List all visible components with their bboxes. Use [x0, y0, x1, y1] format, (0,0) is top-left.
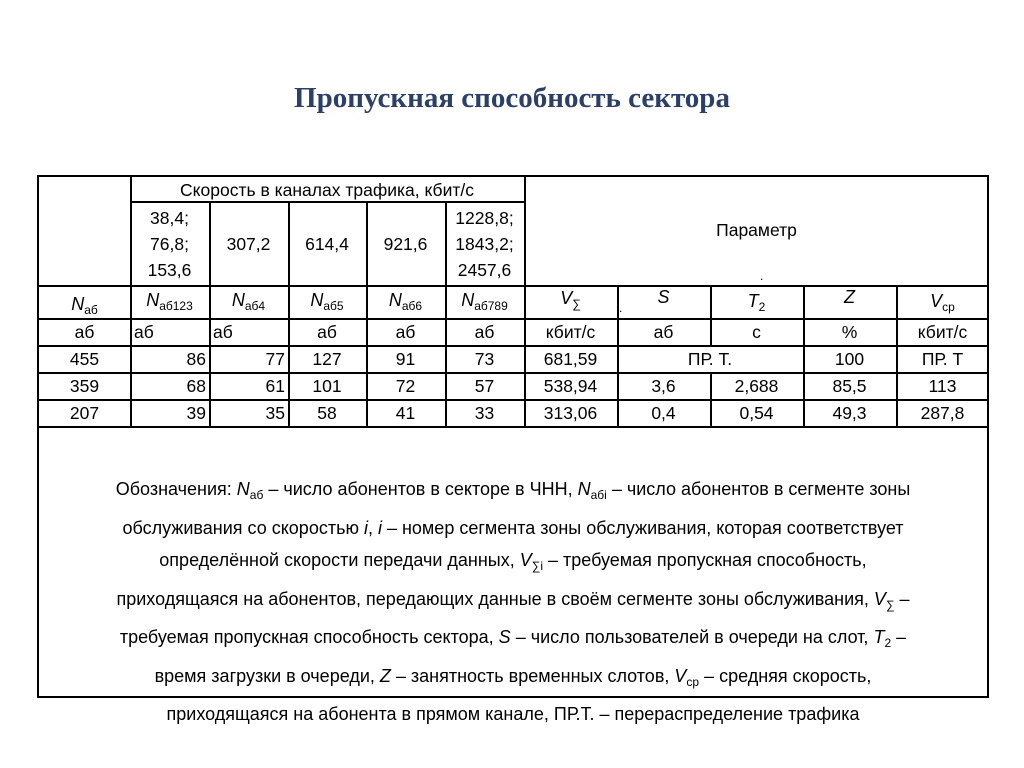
unit-cell: аб: [74, 322, 95, 342]
grid-line: [39, 426, 989, 428]
grid-line: [39, 372, 989, 374]
speed-value: 307,2: [226, 234, 271, 254]
table-cell: 86: [186, 349, 206, 369]
symbol-s: S: [657, 287, 670, 307]
symbol-n-ab789: $N_{аб789}$: [461, 290, 508, 313]
table-cell: 3,6: [651, 376, 676, 396]
speed-value: 1228,8;: [455, 208, 514, 228]
table-cell: 113: [928, 376, 957, 396]
table-cell: 49,3: [832, 403, 867, 423]
page-title: Пропускная способность сектора: [294, 82, 730, 114]
speed-value: 76,8;: [150, 234, 189, 254]
table-cell: 0,4: [651, 403, 676, 423]
table-cell: ПР. Т: [921, 349, 964, 369]
symbol-t2: $T_2$: [747, 291, 766, 314]
speed-value: 38,4;: [150, 208, 189, 228]
table-cell: 41: [395, 403, 416, 423]
unit-cell: аб: [474, 322, 495, 342]
note-line: время загрузки в очереди, Z – занятность временных слотов, $V_{ср}$ – средняя скорость,: [154, 665, 872, 689]
table-cell: 77: [265, 349, 285, 369]
grid-line: [39, 318, 989, 320]
symbol-v-cp: $V_{ср}$: [930, 291, 955, 314]
table-cell: 85,5: [832, 376, 867, 396]
speed-value: 2457,6: [457, 260, 512, 280]
symbol-n-ab123: $N_{аб123}$: [146, 290, 193, 313]
table-cell: 100: [834, 349, 865, 369]
unit-cell: аб: [653, 322, 674, 342]
grid-line: [39, 345, 989, 347]
table-cell: 33: [474, 403, 495, 423]
table-cell: 359: [69, 376, 100, 396]
unit-cell: кбит/с: [917, 322, 968, 342]
table-cell: 681,59: [543, 349, 598, 369]
note-line: обслуживания со скоростью i, i – номер сегмента зоны обслуживания, которая соответствует: [122, 517, 904, 538]
parameter-header: Параметр: [716, 220, 797, 240]
table-cell: 57: [474, 376, 495, 396]
table-cell: 538,94: [543, 376, 598, 396]
unit-cell: %: [841, 322, 858, 342]
table-cell: 91: [395, 349, 416, 369]
unit-cell: аб: [134, 322, 154, 342]
table-cell: 68: [186, 376, 206, 396]
table-cell: 101: [312, 376, 342, 396]
table-cell: 455: [69, 349, 100, 369]
grid-line: [39, 399, 989, 401]
table-cell: 61: [265, 376, 285, 396]
table-cell: 0,54: [739, 403, 774, 423]
symbol-n-ab: $N_{аб}$: [71, 294, 98, 317]
table-cell: 58: [317, 403, 337, 423]
symbol-v-sigma: $V_\sum$: [560, 288, 581, 311]
table-cell-merged: ПР. Т.: [687, 349, 733, 369]
table-cell: 39: [186, 403, 206, 423]
table-cell: 313,06: [543, 403, 598, 423]
speed-value: 1843,2;: [455, 234, 514, 254]
note-line: Обозначения: $N_{аб}$ – число абонентов в секторе в ЧНН, $N_{абi}$ – число абонентов в сегменте зоны: [115, 479, 911, 502]
legend-notes: [39, 473, 987, 731]
unit-cell: аб: [395, 322, 416, 342]
note-line: приходящаяся на абонентов, передающих данные в своём сегменте зоны обслуживания, $V_\sum$ –: [116, 588, 910, 612]
table-cell: 35: [265, 403, 285, 423]
unit-cell: кбит/с: [545, 322, 596, 342]
symbol-n-ab5: $N_{аб5}$: [310, 290, 344, 313]
grid-line: [130, 201, 524, 203]
note-line: приходящаяся на абонента в прямом канале, ПР.Т. – перераспределение трафика: [166, 704, 860, 724]
table-cell: 73: [474, 349, 495, 369]
table-cell: 72: [395, 376, 416, 396]
symbol-z: Z: [844, 287, 855, 307]
unit-cell: аб: [213, 322, 233, 342]
table-cell: 287,8: [920, 403, 965, 423]
speed-value: 153,6: [147, 260, 192, 280]
table-cell: 127: [312, 349, 342, 369]
speed-value: 921,6: [383, 234, 428, 254]
stray-dot: .: [619, 301, 623, 315]
symbol-n-ab4: $N_{аб4}$: [231, 290, 266, 313]
table-cell: 2,688: [734, 376, 779, 396]
unit-cell: с: [752, 322, 761, 342]
speed-value: 614,4: [305, 234, 349, 254]
unit-cell: аб: [317, 322, 337, 342]
table-cell: 207: [69, 403, 100, 423]
note-line: требуемая пропускная способность сектора, S – число пользователей в очереди на слот, $T_2$ –: [119, 627, 907, 650]
note-line: определённой скорости передачи данных, $V_{\sum i}$ – требуемая пропускная способность,: [159, 550, 867, 573]
stray-dot: .: [760, 269, 764, 283]
capacity-table: [37, 175, 989, 724]
symbol-n-ab6: $N_{аб6}$: [388, 290, 423, 313]
speed-group-header: Скорость в каналах трафика, кбит/с: [180, 180, 474, 200]
